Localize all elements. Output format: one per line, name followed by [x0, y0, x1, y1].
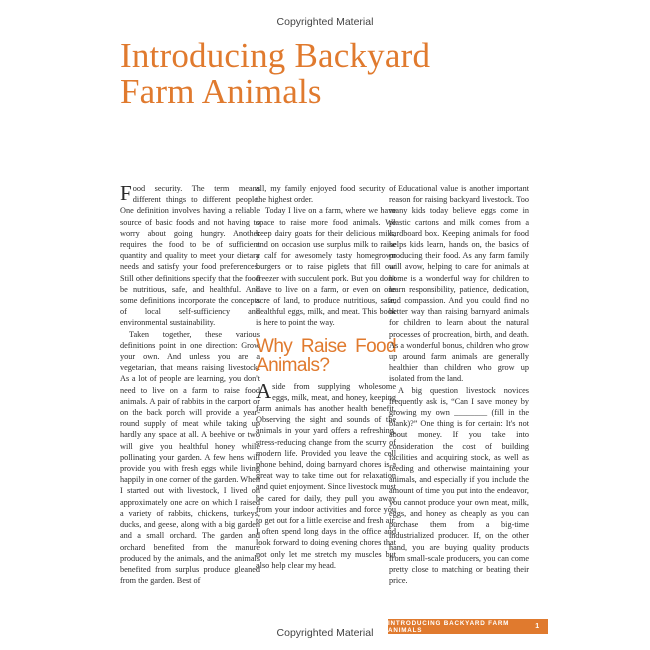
drop-cap: F — [120, 181, 132, 205]
page-number: 1 — [535, 623, 540, 630]
chapter-title — [120, 38, 430, 110]
text-column-1 — [120, 183, 260, 586]
paragraph — [120, 183, 260, 329]
paragraph: Educational value is another important reason for raising backyard livestock. Too many kids today believe eggs come in plastic cartons and milk comes from a cardboard box. Keeping animals for food helps kids learn, hands on, the basics of producing their food. As any farm family will avow, helping to care for animals at home is a wonderful way for children to learn responsibility, patience, dedication, and compassion. And you could find no better way than raising barnyard animals for children to learn about the natural processes of procreation, birth, and death. As a wonderful bonus, children who grow up around farm animals are generally healthier than children who grow up isolated from the land. — [389, 184, 529, 384]
paragraph: Today I live on a farm, where we have space to raise more food animals. We keep dairy goats for their delicious milk, and on occasion use surplus milk to raise a calf for awesomely tasty homegrown burgers or to raise piglets that fill our freezer with succulent pork. But you don't have to live on a farm, or even on one acre of land, to produce nutritious, safe, healthful eggs, milk, and meat. This book is here to point the way. — [256, 206, 396, 328]
paragraph-text: side from supplying wholesome eggs, milk, meat, and honey, keeping farm animals has another health benefit. Observing the sight and sounds of the animals in your yard offers a refreshing, stress-reducing change from the scurry of modern life. Provided you leave the cell phone behind, doing barnyard chores is a great way to take time out for relaxation and quiet enjoyment. Since livestock must be cared for daily, they pull you away from your indoor activities and force you to get out for a little exercise and fresh air. I often spend long days in the office and look forward to doing evening chores that not only let me stretch my muscles but also help clear my head. — [256, 381, 396, 570]
copyright-banner-top: Copyrighted Material — [276, 16, 374, 28]
paragraph: Taken together, these various definitions point in one direction: Grow your own. And unless you are a vegetarian, that means raising livestock. As a lot of people are learning, you don't need to live on a farm to raise food animals. A pair of rabbits in the carport or on the back porch will provide a year-round supply of meat while taking up hardly any space at all. A beehive or two will give you healthful honey while pollinating your garden. A few hens will provide you with fresh eggs while living happily in one corner of the garden. When I started out with livestock, I lived on approximately one acre on which I raised a variety of rabbits, chickens, turkeys, ducks, and geese, along with a big garden and a small orchard. The garden and orchard benefited from the manure produced by the animals, and the animals benefited from surplus produce gleaned from the garden. Best of — [120, 329, 260, 586]
text-column-2 — [256, 183, 396, 571]
running-head: INTRODUCING BACKYARD FARM ANIMALS — [388, 619, 510, 634]
paragraph-text: ood security. The term means different things to different people. One definition involves having a reliable source of basic foods and not having to worry about going hungry. Another requires the food to be of sufficient quantity and quality to meet your dietary needs and satisfy your food preferences. Still other definitions specify that the food be nutritious, safe, and healthful. And some definitions incorporate the concepts of local self-sufficiency and environmental sustainability. — [120, 184, 260, 328]
chapter-title-line2: Farm Animals — [120, 72, 322, 111]
paragraph: A big question livestock novices frequently ask is, “Can I save money by growing my own ________ (fill in the blank)?” One thing is for certain: It's not about money. If you take into consideration the cost of building facilities and acquiring stock, as well as feeding and otherwise maintaining your animals, and especially if you include the amount of time you put into the endeavor, you cannot produce your own meat, milk, eggs, and honey as cheaply as you can purchase them from a big-time industrialized producer. If, on the other hand, you are buying quality products from small-scale producers, you can come pretty close to matching or beating their price. — [389, 385, 529, 586]
drop-cap: A — [256, 378, 272, 403]
copyright-banner-bottom: Copyrighted Material — [276, 627, 374, 639]
chapter-title-line1: Introducing Backyard — [120, 36, 431, 75]
paragraph: all, my family enjoyed food security of the highest order. — [256, 184, 396, 205]
section-heading: Why Raise Food Animals? — [256, 335, 396, 376]
paragraph — [256, 378, 396, 571]
text-column-3 — [389, 183, 529, 586]
